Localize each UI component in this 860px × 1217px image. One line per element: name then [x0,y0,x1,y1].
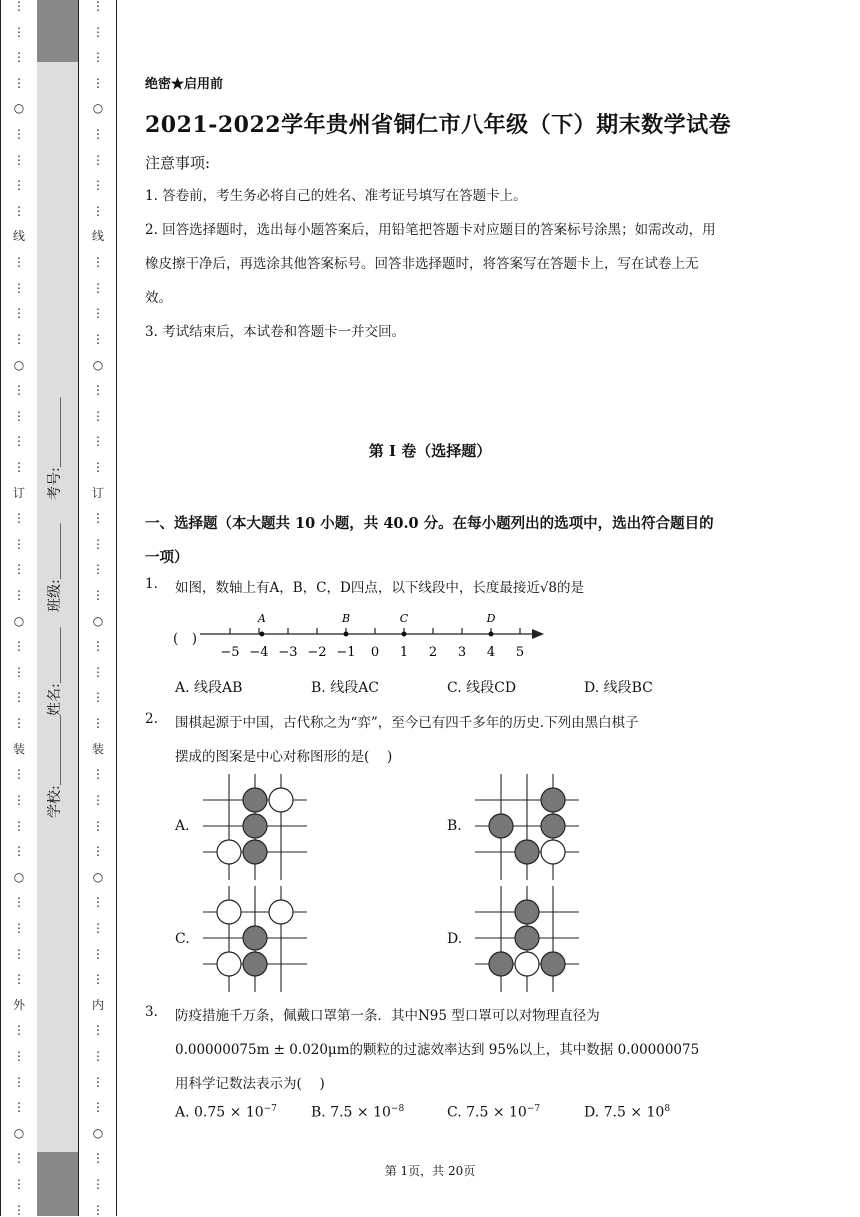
dot-mark: ⋮ [92,639,104,654]
dot-mark: ⋮ [92,972,104,987]
go-board-b [475,774,579,880]
dot-mark: ⋮ [13,920,25,935]
black-stone [541,952,565,976]
dot-mark: ⋮ [92,203,104,218]
black-stone [243,788,267,812]
dot-mark: ⋮ [13,844,25,859]
margin-label: 订 [12,485,25,500]
circle-mark: ○ [92,1125,104,1140]
dot-mark: ⋮ [92,562,104,577]
dot-mark: ⋮ [13,1048,25,1063]
tick-label: −5 [220,645,240,660]
dot-mark: ⋮ [92,1048,104,1063]
dot-mark: ⋮ [92,255,104,270]
go-board-c [203,886,307,992]
black-stone [541,788,565,812]
tick-label: −2 [307,645,327,660]
tick-label: 1 [399,645,409,660]
field-name: 姓名:＿＿＿＿ [47,627,63,716]
margin-border-right [116,0,117,1216]
q3-option-d[interactable]: D. $7.5 \times 10^8$ [584,1104,671,1121]
white-stone [217,900,241,924]
white-stone [269,900,293,924]
dot-mark: ⋮ [13,178,25,193]
dot-mark: ⋮ [92,767,104,782]
white-stone [515,952,539,976]
dot-mark: ⋮ [92,844,104,859]
dot-mark: ⋮ [13,562,25,577]
tick-label: −4 [249,645,269,660]
dot-mark: ⋮ [13,664,25,679]
q1-option-b[interactable]: B. 线段AC [311,680,380,696]
dot-mark: ⋮ [13,639,25,654]
q3-text-line3: 用科学记数法表示为( ) [175,1076,325,1092]
number-line [200,608,550,664]
black-stone [489,952,513,976]
notice-item-3: 3. 考试结束后，本试卷和答题卡一并交回。 [145,324,406,340]
circle-mark: ○ [92,613,104,628]
dot-mark: ⋮ [13,716,25,731]
q1-number: 1. [145,576,158,592]
dot-mark: ⋮ [92,716,104,731]
dot-mark: ⋮ [13,818,25,833]
tick-label: 3 [457,645,467,660]
dot-mark: ⋮ [92,75,104,90]
dot-mark: ⋮ [13,331,25,346]
margin-label: 外 [12,997,25,1012]
go-board-d [475,886,579,992]
point-D [489,632,494,637]
circle-mark: ○ [13,357,25,372]
dot-mark: ⋮ [92,50,104,65]
q3-number: 3. [145,1004,158,1020]
point-B [344,632,349,637]
section-heading: 一、选择题（本大题共 10 小题，共 40.0 分。在每小题列出的选项中，选出符合题目的一项） [145,515,714,566]
dot-mark: ⋮ [92,280,104,295]
circle-mark: ○ [13,613,25,628]
dot-mark: ⋮ [13,0,25,13]
dot-mark: ⋮ [92,1177,104,1192]
q2-option-c-label[interactable]: C. [175,931,190,947]
dot-mark: ⋮ [92,895,104,910]
margin-label: 线 [12,229,25,244]
outer-dotted-line [9,0,29,1216]
white-stone [217,952,241,976]
black-stone [489,814,513,838]
circle-mark: ○ [92,869,104,884]
field-class: 班级:＿＿＿＿ [47,523,63,612]
white-stone [269,788,293,812]
field-school: 学校:＿＿＿＿＿ [47,715,63,818]
q2-text-line2: 摆成的图案是中心对称图形的是( ) [175,749,393,765]
black-stone [243,814,267,838]
dot-mark: ⋮ [92,664,104,679]
page-title: 2021-2022学年贵州省铜仁市八年级（下）期末数学试卷 [145,112,732,138]
dot-mark: ⋮ [13,306,25,321]
page-footer: 第 1页，共 20页 [384,1164,476,1178]
notice-item-1: 1. 答卷前，考生务必将自己的姓名、准考证号填写在答题卡上。 [145,188,527,204]
q1-option-d[interactable]: D. 线段BC [584,680,653,696]
black-stone [243,926,267,950]
margin-label: 装 [12,741,25,756]
dot-mark: ⋮ [13,255,25,270]
circle-mark: ○ [92,357,104,372]
dot-mark: ⋮ [13,75,25,90]
dot-mark: ⋮ [13,24,25,39]
dot-mark: ⋮ [13,1202,25,1217]
q1-option-a[interactable]: A. 线段AB [175,680,243,696]
dot-mark: ⋮ [13,50,25,65]
dot-mark: ⋮ [13,536,25,551]
black-stone [515,926,539,950]
dot-mark: ⋮ [13,127,25,142]
dot-mark: ⋮ [13,1151,25,1166]
dot-mark: ⋮ [92,24,104,39]
volume-heading: 第 I 卷（选择题） [368,442,492,460]
margin-label: 线 [91,229,104,244]
dot-mark: ⋮ [13,280,25,295]
dot-mark: ⋮ [92,1074,104,1089]
q3-text-line2: 0.00000075m ± 0.020μm的颗粒的过滤效率达到 95%以上，其中数据 0.00000075 [175,1042,700,1058]
dot-mark: ⋮ [13,895,25,910]
dot-mark: ⋮ [13,946,25,961]
q2-option-d-label[interactable]: D. [447,931,463,947]
circle-mark: ○ [92,101,104,116]
tick-label: −3 [278,645,298,660]
dot-mark: ⋮ [92,792,104,807]
dot-mark: ⋮ [13,972,25,987]
dot-mark: ⋮ [92,459,104,474]
q1-text: 如图，数轴上有A，B，C，D四点，以下线段中，长度最接近√8的是 [175,580,585,596]
dot-mark: ⋮ [92,920,104,935]
tick-label: 5 [515,645,525,660]
dot-mark: ⋮ [92,1100,104,1115]
dot-mark: ⋮ [13,588,25,603]
dot-mark: ⋮ [92,1151,104,1166]
point-label: A [257,612,266,625]
dot-mark: ⋮ [92,306,104,321]
dot-mark: ⋮ [92,511,104,526]
dot-mark: ⋮ [92,1023,104,1038]
q3-option-c[interactable]: C. $7.5 \times 10^{-7}$ [447,1104,541,1121]
dot-mark: ⋮ [92,0,104,13]
dot-mark: ⋮ [92,818,104,833]
dot-mark: ⋮ [92,127,104,142]
dot-mark: ⋮ [92,383,104,398]
margin-label: 内 [91,997,104,1012]
black-stone [541,814,565,838]
dot-mark: ⋮ [92,1202,104,1217]
point-label: C [399,612,409,625]
tick-label: 2 [428,645,438,660]
dot-mark: ⋮ [13,1074,25,1089]
tick-label: 0 [370,645,380,660]
dot-mark: ⋮ [92,536,104,551]
white-stone [217,840,241,864]
dot-mark: ⋮ [13,690,25,705]
margin-label: 装 [91,741,104,756]
margin-border-band-right [78,0,79,1216]
dot-mark: ⋮ [92,690,104,705]
q1-option-c[interactable]: C. 线段CD [447,680,517,696]
secret-mark: 绝密★启用前 [145,77,224,92]
margin-label: 订 [91,485,104,500]
q2-text-line1: 围棋起源于中国，古代称之为“弈”，至今已有四千多年的历史.下列由黑白棋子 [175,715,639,731]
point-label: B [341,612,351,625]
dot-mark: ⋮ [92,434,104,449]
white-stone [541,840,565,864]
dot-mark: ⋮ [13,1023,25,1038]
go-board-a [203,774,307,880]
margin-border-left [0,0,1,1216]
black-stone [515,840,539,864]
notice-heading: 注意事项: [145,154,211,172]
dot-mark: ⋮ [92,331,104,346]
dot-mark: ⋮ [13,408,25,423]
circle-mark: ○ [13,869,25,884]
dot-mark: ⋮ [92,408,104,423]
tick-label: 4 [486,645,496,660]
dot-mark: ⋮ [13,203,25,218]
dot-mark: ⋮ [92,946,104,961]
point-label: D [486,612,496,625]
q2-option-b-label[interactable]: B. [447,818,462,834]
dot-mark: ⋮ [13,767,25,782]
dot-mark: ⋮ [92,152,104,167]
notice-item-2: 2. 回答选择题时，选出每小题答案后，用铅笔把答题卡对应题目的答案标号涂黑；如需改动，用橡皮擦干净后，再选涂其他答案标号。回答非选择题时，将答案写在答题卡上，写在试卷上无效。 [145,222,716,306]
dot-mark: ⋮ [13,459,25,474]
dot-mark: ⋮ [13,511,25,526]
q2-option-a-label[interactable]: A. [175,818,190,834]
field-exam-no: 考号:＿＿＿＿＿ [47,397,63,500]
dot-mark: ⋮ [13,383,25,398]
dot-mark: ⋮ [13,434,25,449]
dot-mark: ⋮ [13,792,25,807]
point-C [402,632,407,637]
dot-mark: ⋮ [92,178,104,193]
dot-mark: ⋮ [92,588,104,603]
q3-option-a[interactable]: A. $0.75 \times 10^{-7}$ [175,1104,277,1121]
dot-mark: ⋮ [13,1177,25,1192]
q3-option-b[interactable]: B. $7.5 \times 10^{-8}$ [311,1104,405,1121]
circle-mark: ○ [13,101,25,116]
tick-label: −1 [336,645,356,660]
point-A [259,632,264,637]
dot-mark: ⋮ [13,1100,25,1115]
black-stone [243,840,267,864]
q3-text-line1: 防疫措施千万条，佩戴口罩第一条．其中N95 型口罩可以对物理直径为 [175,1008,600,1024]
dot-mark: ⋮ [13,152,25,167]
q2-number: 2. [145,711,158,727]
black-stone [243,952,267,976]
black-stone [515,900,539,924]
inner-dotted-line [88,0,108,1216]
circle-mark: ○ [13,1125,25,1140]
q1-paren: ( ) [173,631,198,647]
band-top-block [37,0,78,62]
